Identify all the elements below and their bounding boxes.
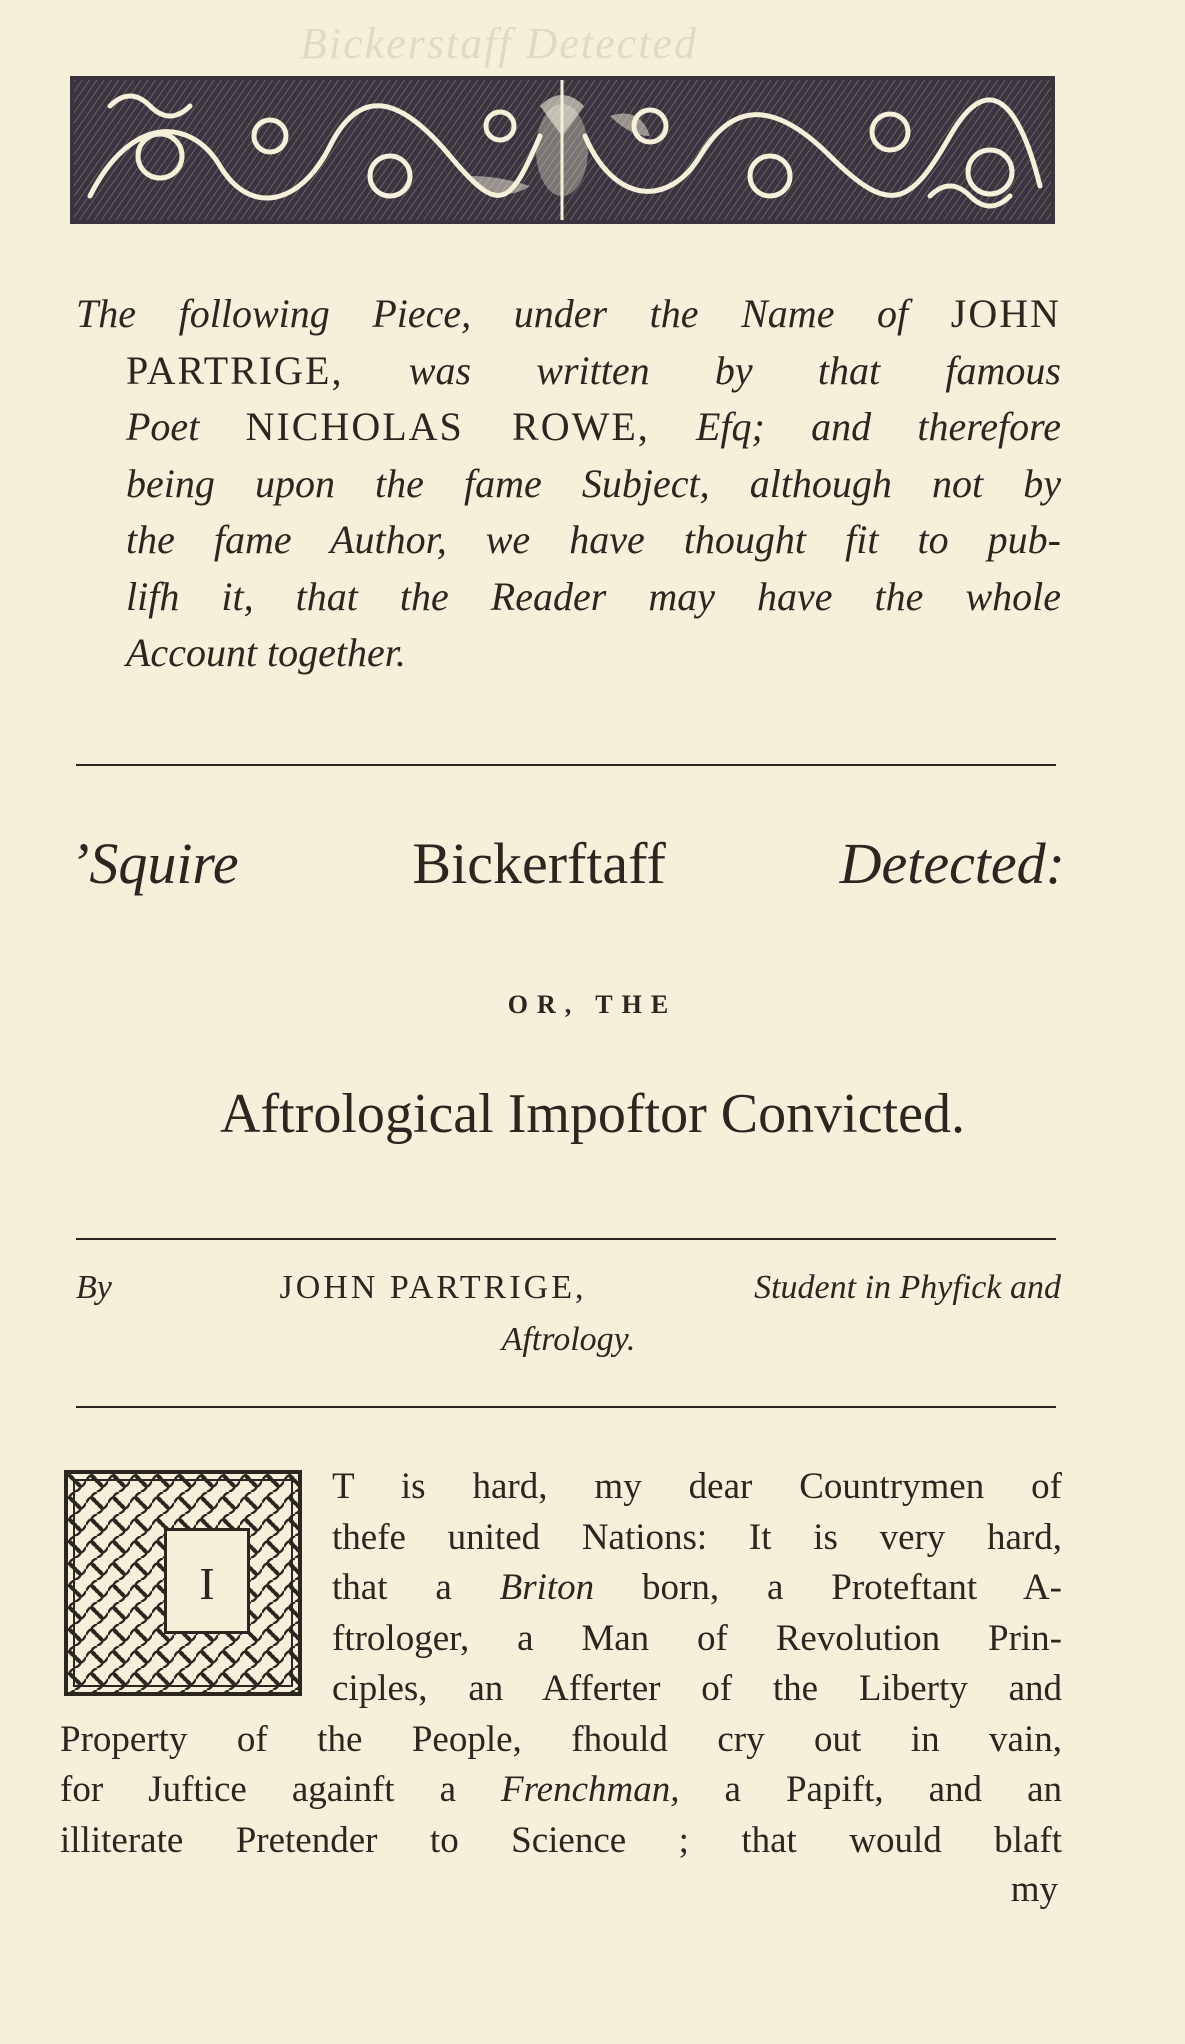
- title-bickerstaff: Bickerftaff: [412, 831, 666, 896]
- title-or-the: OR, THE: [507, 990, 678, 1019]
- body-line: T is hard, my dear Countrymen of: [332, 1466, 1062, 1507]
- catchword: my: [1010, 1869, 1058, 1910]
- title-squire: ’Squire: [70, 831, 239, 896]
- body-line: ftrologer, a Man of Revolution Prin-: [332, 1617, 1062, 1659]
- headpiece-ornament: [70, 76, 1055, 224]
- author-role: Student in Phyfick and: [754, 1269, 1061, 1306]
- body-line: Property of the People, fhould cry out in vain,: [60, 1718, 1062, 1760]
- body-line: that a Briton born, a Proteftant A-: [332, 1567, 1063, 1608]
- intro-line: the fame Author, we have thought fit to pub-: [126, 517, 1061, 562]
- divider-rule: [76, 764, 1056, 766]
- intro-line: lifh it, that the Reader may have the whole: [126, 573, 1061, 619]
- divider-rule: [76, 1406, 1056, 1408]
- main-title: [70, 830, 1065, 897]
- intro-line: Poet NICHOLAS ROWE, Efq; and therefore: [126, 404, 1061, 449]
- title-detected: Detected:: [839, 831, 1065, 896]
- initial-letter: I: [164, 1528, 250, 1634]
- byline: [76, 1262, 1061, 1366]
- body-line: illiterate Pretender to Science ; that would blaft: [60, 1819, 1062, 1861]
- bleed-through-running-head: Bickerstaff Detected: [300, 19, 698, 68]
- subtitle: Aftrological Impoftor Convicted.: [220, 1083, 965, 1145]
- intro-note: [76, 286, 1061, 682]
- intro-line: The following Piece, under the Name of JOHN: [76, 291, 1061, 336]
- intro-line: being upon the fame Subject, although not by: [126, 460, 1061, 506]
- byline-by: By: [76, 1269, 112, 1306]
- body-line: ciples, an Afferter of the Liberty and: [332, 1668, 1062, 1709]
- body-line: for Juftice againft a Frenchman, a Papift, and an: [60, 1769, 1062, 1810]
- divider-rule: [76, 1238, 1056, 1240]
- body-text: [60, 1462, 1062, 1866]
- intro-line: Account together.: [126, 630, 406, 675]
- author-name: JOHN PARTRIGE,: [279, 1269, 587, 1306]
- intro-line: PARTRIGE, was written by that famous: [126, 347, 1061, 393]
- body-line: thefe united Nations: It is very hard,: [332, 1516, 1062, 1558]
- author-role-cont: Aftrology.: [501, 1321, 636, 1358]
